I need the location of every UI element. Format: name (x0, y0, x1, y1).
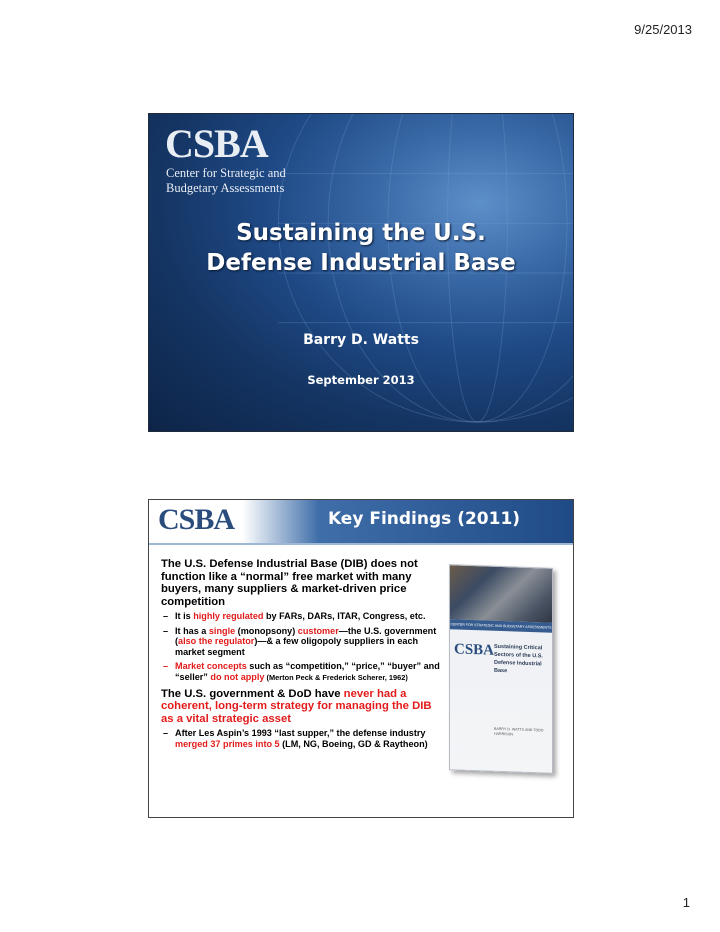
csba-logo: CSBA (165, 121, 268, 166)
org-name-line2: Budgetary Assessments (166, 181, 285, 195)
bullet-regulated: – It is highly regulated by FARs, DARs, ITAR, Congress, etc. (163, 611, 426, 621)
slide-title-line2: Defense Industrial Base (206, 250, 516, 276)
page-number: 1 (682, 895, 690, 910)
cover-photo (450, 565, 552, 623)
author-name: Barry D. Watts (303, 332, 419, 348)
bullet-single-customer: – It has a single (monopsony) customer—the U.S. government (also the regulator)—& a few oligopoly suppliers in each market segment (163, 625, 437, 657)
title-slide (148, 113, 574, 432)
report-cover-image (449, 564, 553, 774)
dash-marker: – (163, 611, 169, 621)
presentation-date: September 2013 (307, 373, 415, 387)
key-findings-slide (148, 499, 574, 818)
page-date: 9/25/2013 (634, 22, 692, 37)
slide-header (149, 500, 573, 545)
finding-paragraph-1: The U.S. Defense Industrial Base (DIB) does not function like a “normal” free market with many buyers, many suppliers & market-driven price competition (161, 558, 418, 608)
org-name-line1: Center for Strategic and (166, 166, 286, 180)
slide-title (149, 218, 573, 278)
org-name (166, 166, 336, 196)
finding-paragraph-2: The U.S. government & DoD have never had a coherent, long-term strategy for managing the DIB as a vital strategic asset (161, 687, 432, 725)
bullet-last-supper: – After Les Aspin’s 1993 “last supper,” the defense industry merged 37 primes into 5 (LM, NG, Boeing, GD & Raytheon) (163, 728, 428, 749)
dash-marker: – (163, 728, 169, 739)
cover-band: CENTER FOR STRATEGIC AND BUDGETARY ASSESSMENTS (450, 619, 552, 633)
bullet-market-concepts: – Market concepts such as “competition,” “price,” “buyer” and “seller” do not apply (Merton Peck & Frederick Scherer, 1962) (163, 661, 440, 682)
slide-title-line1: Sustaining the U.S. (236, 220, 486, 246)
cover-logo: CSBA (454, 641, 495, 659)
slide-title: Key Findings (2011) (327, 509, 521, 529)
csba-logo-small: CSBA (158, 503, 235, 536)
cover-title: Sustaining Critical Sectors of the U.S. Defense Industrial Base (494, 643, 543, 675)
dash-marker: – (163, 625, 169, 636)
cover-authors: BARRY D. WATTS AND TODD HARRISON (494, 726, 544, 737)
slide-body (161, 558, 443, 753)
dash-marker: – (163, 661, 169, 672)
